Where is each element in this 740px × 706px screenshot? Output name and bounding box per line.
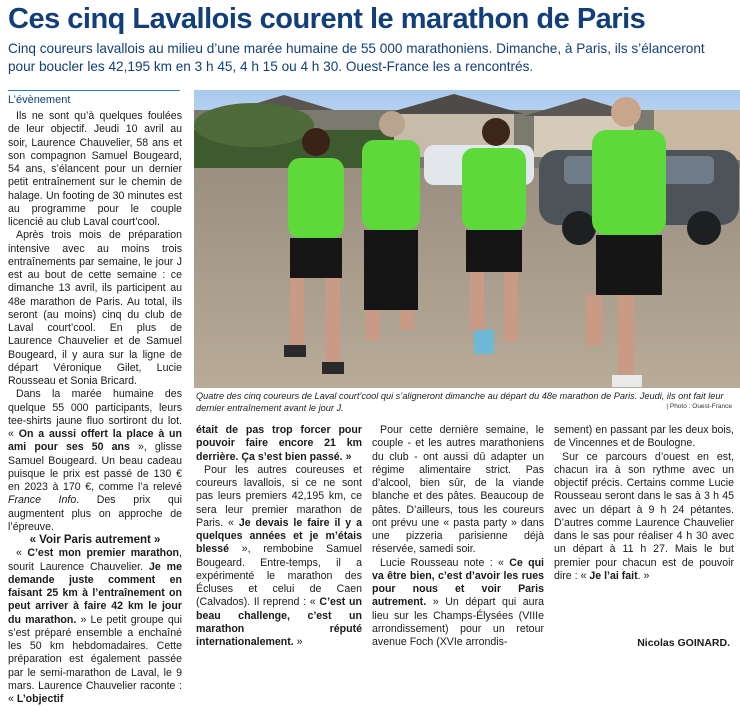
runner-figure: [362, 111, 420, 340]
column-3: [372, 424, 544, 649]
author-signature: Nicolas GOINARD.: [637, 637, 730, 649]
column-1: [8, 110, 182, 706]
runners-photo: [194, 90, 740, 388]
paragraph: Après trois mois de préparation intensive avec au moins trois entraînements par semaine, le jour J est au bout de cette semaine : ce dimanche 13 avril, ils participent au 48e marathon de Paris. Au total, ils seront (au moins) cinq du club de Laval court’cool. En plus de Laurence Chauvelier et de Samuel Bougeard, il y aura sur la ligne de départ Véronique Gilet, Lucie Rousseau et Sonia Bricard.: [8, 229, 182, 387]
column-2: [196, 424, 362, 649]
paragraph: Pour les autres coureuses et coureurs lavallois, si ce ne sont pas leurs premiers 42,195 km, ce sera leur premier marathon de Paris. « Je devais le faire il y a quelques années et je m’étais blessé », rembobine Samuel Bougeard. Entre-temps, il a expérimenté le marathon des Écluses et celui de Caen (Calvados). Il reprend : « C’est un beau challenge, c’est un marathon réputé internationalement. »: [196, 463, 363, 648]
intertitle: « Voir Paris autrement »: [29, 534, 161, 546]
section-rubric: L’évènement: [8, 90, 180, 107]
paragraph: était de pas trop forcer pour pouvoir faire encore 21 km derrière. Ça s’est bien passé. »: [196, 424, 362, 463]
paragraph: Ils ne sont qu’à quelques foulées de leur objectif. Jeudi 10 avril au soir, Laurence Chauvelier, 58 ans et son compagnon Samuel Bougeard, 54 ans, s’élancent pour un dernier petit entraînement sur le chemin de halage. Un footing de 30 minutes est au programme pour le couple licencié au club Laval court’cool.: [8, 110, 182, 228]
headline: Ces cinq Lavallois courent le marathon de Paris: [8, 3, 646, 35]
photo-credit: | Photo : Ouest-France: [666, 403, 732, 410]
paragraph: Lucie Rousseau note : « Ce qui va être bien, c’est d’avoir les rues pour nous et voir Paris autrement. » Un départ qui aura lieu sur les Champs-Élysées (VIIIe arrondissement) pour un retour avenue Foch (XVIe arrondis-: [372, 556, 544, 648]
paragraph: Pour cette dernière semaine, le couple - et les autres marathoniens du club - ont aussi dû adapter un régime alimentaire strict. Pas d’alcool, bien sûr, de la viande blanche et des pâtes. Beaucoup de pâtes. D’ailleurs, tous les coureurs ont prévu une « pasta party » dans une pizzeria parisienne déjà réservée, samedi soir.: [372, 424, 544, 556]
paragraph: Sur ce parcours d’ouest en est, chacun ira à son rythme avec un objectif précis. Certains comme Lucie Rousseau seront dans le sas à 3 h 45 avec un départ à 9 h 24 pétantes. D’autres comme Laurence Chauvelier dans le sas pour réaliser 4 h 30 avec un départ à 11 h 27. Mais le but premier pour chacun est de pouvoir dire : « Je l’ai fait. »: [554, 450, 734, 582]
column-4: [554, 424, 734, 583]
paragraph: sement) en passant par les deux bois, de Vincennes et de Boulogne.: [554, 424, 734, 450]
paragraph: Dans la marée humaine des quelque 55 000 participants, leurs tee-shirts jaune fluo sortiront du lot. « On a aussi offert la place à un ami pour ses 50 ans », glisse Samuel Bougeard. Un beau cadeau puisque le prix est passé de 130 € en 2023 à 170 €, comme l’a relevé France Info. Des prix qui augmentent plus on approche de l’épreuve.: [8, 388, 182, 533]
standfirst: Cinq coureurs lavallois au milieu d’une marée humaine de 55 000 marathoniens. Dimanche, à Paris, ils s’élanceront pour boucler les 42,195 km en 3 h 45, 4 h 15 ou 4 h 30. Ouest-France les a rencontrés.: [8, 41, 705, 74]
paragraph: « C’est mon premier marathon, sourit Laurence Chauvelier. Je me demande juste comment en faisant 25 km à l’entraînement on peut arriver à faire 42 km le jour du marathon. » Le petit groupe qui s’est préparé ensemble a enchaîné les 50 km hebdomadaires. Cette préparation est également passée par le semi-marathon de Laval, le 9 mars. Laurence Chauvelier raconte : « L’objectif: [8, 547, 182, 705]
photo-caption: Quatre des cinq coureurs de Laval court’cool qui s’aligneront dimanche au départ du 48e marathon de Paris. Jeudi, ils ont fait leur dernier entraînement avant le jour J.: [196, 391, 724, 413]
